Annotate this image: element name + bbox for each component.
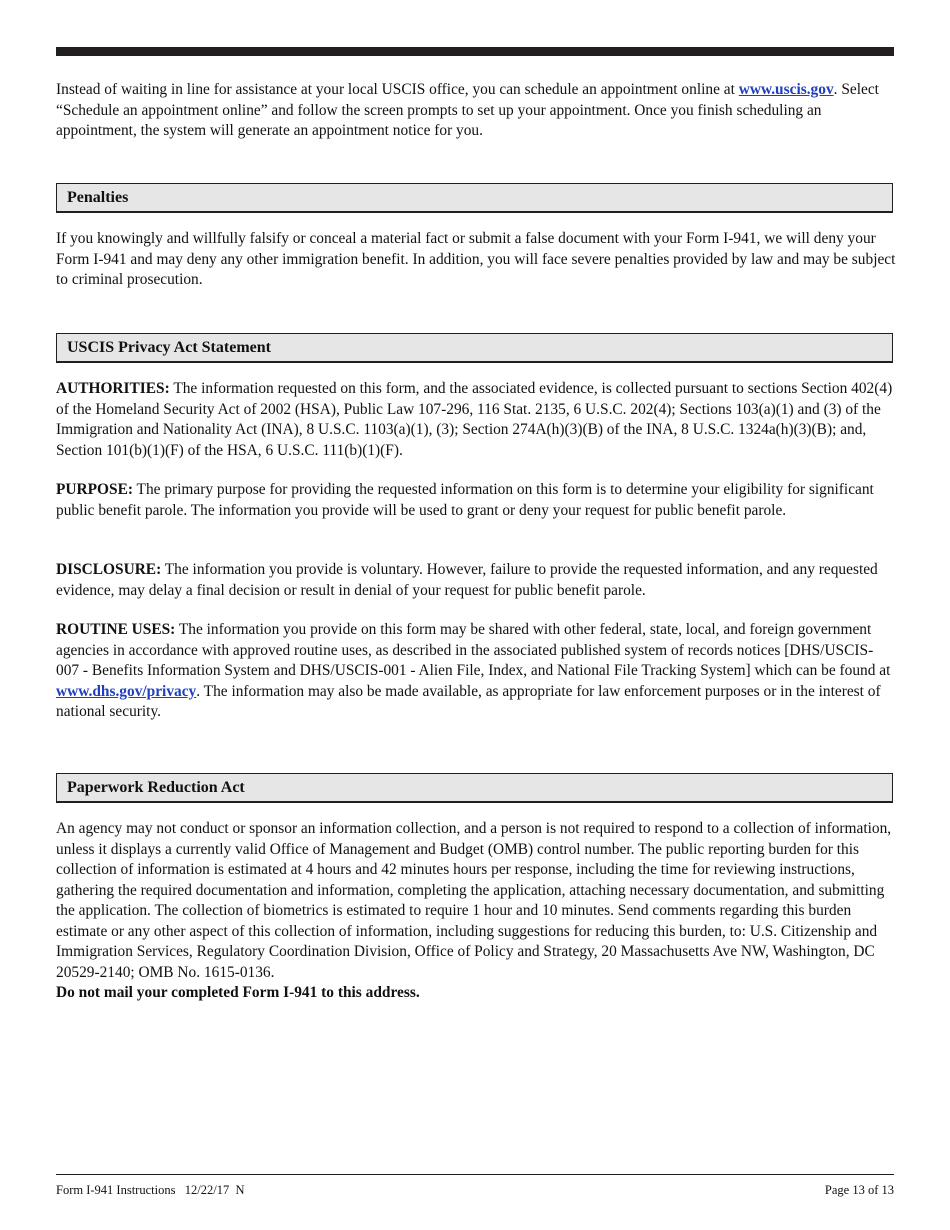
disclosure-label: DISCLOSURE:	[56, 561, 162, 578]
penalties-body: If you knowingly and willfully falsify or conceal a material fact or submit a false document with your Form I-941, we will deny your Form I-941 and may deny any other immigration benefit. In addition, you will face severe penalties provided by law and may be subject to criminal prosecution.	[56, 230, 896, 288]
routine-uses-text-end: . The information may also be made available, as appropriate for law enforcement purposes or in the interest of national security.	[56, 682, 881, 720]
intro-paragraph	[56, 80, 896, 142]
uscis-link[interactable]: www.uscis.gov	[738, 81, 834, 98]
intro-text-end: . Select “Schedule an appointment online” and follow the screen prompts to set up your appointment. Once you finish scheduling an appointment, the system will generate an appointment notice for you.	[56, 81, 879, 139]
purpose-paragraph	[56, 480, 896, 521]
dhs-privacy-link[interactable]: www.dhs.gov/privacy	[56, 682, 197, 700]
top-rule	[56, 47, 894, 56]
authorities-label: AUTHORITIES:	[56, 380, 170, 397]
privacy-heading: USCIS Privacy Act Statement	[67, 339, 271, 356]
paperwork-bold-note: Do not mail your completed Form I-941 to this address.	[56, 984, 420, 1001]
penalties-heading-bar	[56, 183, 893, 213]
penalties-heading: Penalties	[67, 189, 129, 206]
routine-uses-text-start: The information you provide on this form may be shared with other federal, state, local, and foreign government agencies in accordance with approved routine uses, as described in the associated published system of records notices [DHS/USCIS-007 - Benefits Information System and DHS/USCIS-001 - Alien File, Index, and National File Tracking System] which can be found at	[56, 621, 891, 679]
authorities-text: The information requested on this form, and the associated evidence, is collected pursuant to sections Section 402(4) of the Homeland Security Act of 2002 (HSA), Public Law 107-296, 116 Stat. 2135, 6 U.S.C. 202(4); Sections 103(a)(1) and (3) of the Immigration and Nationality Act (INA), 8 U.S.C. 1103(a)(1), (3); Section 274A(h)(3)(B) of the INA, 8 U.S.C. 1324a(h)(3)(B); and, Section 101(b)(1)(F) of the HSA, 6 U.S.C. 111(b)(1)(F).	[56, 380, 893, 459]
paperwork-heading-bar	[56, 773, 893, 803]
footer-form-id: Form I-941 Instructions 12/22/17 N	[56, 1183, 245, 1197]
privacy-heading-bar	[56, 333, 893, 363]
purpose-label: PURPOSE:	[56, 481, 133, 498]
footer-page-number: Page 13 of 13	[824, 1183, 894, 1197]
paperwork-heading: Paperwork Reduction Act	[67, 779, 245, 796]
bottom-rule	[56, 1174, 894, 1175]
routine-uses-paragraph	[56, 620, 896, 723]
disclosure-text: The information you provide is voluntary. However, failure to provide the requested information, and any requested evidence, may delay a final decision or result in denial of your request for public benefit parole.	[56, 561, 878, 599]
purpose-text: The primary purpose for providing the requested information on this form is to determine your eligibility for significant public benefit parole. The information you provide will be used to grant or deny your request for public benefit parole.	[56, 481, 874, 519]
routine-uses-label: ROUTINE USES:	[56, 621, 176, 638]
paperwork-body: An agency may not conduct or sponsor an information collection, and a person is not required to respond to a collection of information, unless it displays a currently valid Office of Management and Budget (OMB) control number. The public reporting burden for this collection of information is estimated at 4 hours and 42 minutes hours per response, including the time for reviewing instructions, gathering the required documentation and information, completing the application, attaching necessary documentation, and submitting the application. The collection of biometrics is estimated to require 1 hour and 10 minutes. Send comments regarding this burden estimate or any other aspect of this collection of information, including suggestions for reducing this burden, to: U.S. Citizenship and Immigration Services, Regulatory Coordination Division, Office of Policy and Strategy, 20 Massachusetts Ave NW, Washington, DC 20529-2140; OMB No. 1615-0136.	[56, 820, 892, 981]
authorities-paragraph	[56, 379, 896, 461]
disclosure-paragraph	[56, 560, 896, 601]
paperwork-paragraph	[56, 819, 896, 1004]
intro-text-start: Instead of waiting in line for assistance at your local USCIS office, you can schedule an appointment online at	[56, 81, 739, 98]
